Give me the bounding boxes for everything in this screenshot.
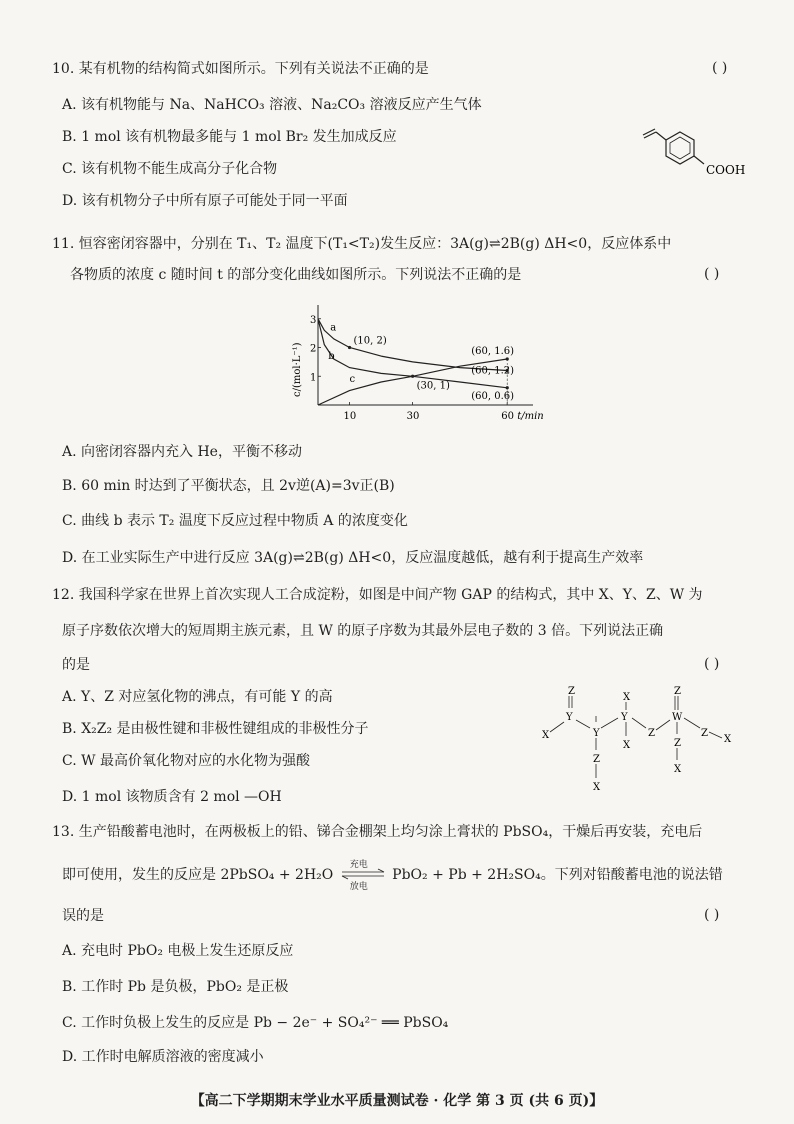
data-point — [506, 357, 509, 360]
svg-text:Y: Y — [593, 728, 600, 739]
svg-text:W: W — [672, 712, 683, 723]
q12-option-b: B. X₂Z₂ 是由极性键和非极性键组成的非极性分子 — [62, 721, 369, 737]
q10-stem: 10. 某有机物的结构简式如图所示。下列有关说法不正确的是 — [52, 61, 429, 77]
y-tick-label: 1 — [310, 372, 317, 384]
q11-answer-paren: ( ) — [704, 266, 720, 282]
series-c-label: c — [349, 374, 356, 385]
q12-stem-line2: 原子序数依次增大的短周期主族元素，且 W 的原子序数为其最外层电子数的 3 倍。下列说法正确 — [62, 623, 664, 639]
svg-text:X: X — [593, 782, 601, 793]
point-annotation: (30, 1) — [416, 380, 450, 392]
series-b-label: b — [328, 351, 335, 362]
q13-option-d: D. 工作时电解质溶液的密度减小 — [62, 1049, 264, 1065]
svg-text:Z: Z — [674, 686, 681, 697]
q10-structure-diagram — [628, 120, 758, 190]
q11-option-b: B. 60 min 时达到了平衡状态，且 2v逆(A)=3v正(B) — [62, 478, 395, 494]
q12-answer-paren: ( ) — [704, 656, 720, 672]
svg-text:X: X — [542, 730, 550, 741]
q10-answer-paren: ( ) — [712, 60, 728, 76]
q11-option-a: A. 向密闭容器内充入 He，平衡不移动 — [62, 444, 302, 460]
svg-text:X: X — [623, 740, 631, 751]
q12-option-c: C. W 最高价氧化物对应的水化物为强酸 — [62, 753, 310, 769]
svg-text:Z: Z — [648, 728, 655, 739]
svg-text:Y: Y — [621, 712, 628, 723]
svg-text:X: X — [623, 692, 631, 703]
q10-cooh-label: COOH — [706, 163, 746, 177]
q10-option-a: A. 该有机物能与 Na、NaHCO₃ 溶液、Na₂CO₃ 溶液反应产生气体 — [62, 97, 482, 113]
x-axis-label: t/min — [517, 411, 544, 422]
svg-text:Z: Z — [593, 754, 600, 765]
q10-option-c: C. 该有机物不能生成高分子化合物 — [62, 161, 278, 177]
point-annotation: (10, 2) — [353, 335, 387, 347]
y-tick-label: 3 — [310, 314, 317, 326]
svg-text:Z: Z — [674, 738, 681, 749]
x-tick-label: 30 — [406, 411, 420, 422]
svg-text:X: X — [724, 734, 732, 745]
svg-text:Z: Z — [568, 686, 575, 697]
q10-option-d: D. 该有机物分子中所有原子可能处于同一平面 — [62, 193, 348, 209]
q12-option-d: D. 1 mol 该物质含有 2 mol —OH — [62, 789, 282, 805]
q13-stem-line1: 13. 生产铅酸蓄电池时，在两极板上的铅、锑合金棚架上均匀涂上膏状的 PbSO₄，干燥后再安装，充电后 — [52, 824, 703, 840]
q13-option-a: A. 充电时 PbO₂ 电极上发生还原反应 — [62, 943, 294, 959]
svg-text:Z: Z — [701, 728, 708, 739]
q10-option-b: B. 1 mol 该有机物最多能与 1 mol Br₂ 发生加成反应 — [62, 129, 397, 145]
svg-text:Y: Y — [566, 712, 573, 723]
y-axis-label: c/(mol·L⁻¹) — [292, 342, 303, 397]
q13-equation-left: 即可使用，发生的反应是 2PbSO₄ + 2H₂O — [62, 867, 334, 883]
q11-concentration-chart — [290, 305, 544, 435]
q13-arrow-bottom-label: 放电 — [349, 882, 368, 892]
q13-reaction-arrow — [340, 860, 386, 892]
point-annotation: (60, 1.6) — [471, 346, 515, 357]
q13-answer-paren: ( ) — [704, 907, 720, 923]
q13-option-b: B. 工作时 Pb 是负极，PbO₂ 是正极 — [62, 979, 289, 995]
q12-stem-line1: 12. 我国科学家在世界上首次实现人工合成淀粉，如图是中间产物 GAP 的结构式，其中 X、Y、Z、W 为 — [52, 587, 703, 603]
q12-option-a: A. Y、Z 对应氢化物的沸点，有可能 Y 的高 — [62, 689, 333, 705]
q13-equation-right: PbO₂ + Pb + 2H₂SO₄。下列对铅酸蓄电池的说法错 — [392, 867, 723, 883]
q11-option-d: D. 在工业实际生产中进行反应 3A(g)⇌2B(g) ΔH<0，反应温度越低，越有利于提高生产效率 — [62, 550, 644, 566]
y-tick-label: 2 — [310, 343, 317, 355]
q11-stem-line1: 11. 恒容密闭容器中，分别在 T₁、T₂ 温度下(T₁<T₂)发生反应：3A(g)⇌2B(g) ΔH<0，反应体系中 — [52, 236, 672, 252]
data-point — [506, 386, 509, 389]
q13-option-c: C. 工作时负极上发生的反应是 Pb − 2e⁻ + SO₄²⁻ ══ PbSO₄ — [62, 1015, 449, 1031]
series-a-label: a — [330, 322, 337, 334]
q13-stem-line2 — [62, 860, 723, 892]
q12-stem-line3: 的是 — [62, 657, 90, 673]
q11-option-c: C. 曲线 b 表示 T₂ 温度下反应过程中物质 A 的浓度变化 — [62, 513, 408, 529]
data-point — [411, 375, 414, 378]
x-tick-label: 60 — [501, 411, 514, 422]
q11-stem-line2: 各物质的浓度 c 随时间 t 的部分变化曲线如图所示。下列说法不正确的是 — [70, 267, 522, 283]
q12-gap-structure-diagram — [538, 686, 748, 796]
svg-text:X: X — [674, 764, 682, 775]
x-tick-label: 10 — [343, 411, 357, 422]
point-annotation: (60, 1.2) — [471, 365, 515, 377]
q13-arrow-top-label: 充电 — [349, 860, 368, 870]
page-footer: 【高二下学期期末学业水平质量测试卷 · 化学 第 3 页 (共 6 页)】 — [190, 1093, 604, 1109]
point-annotation: (60, 0.6) — [471, 390, 515, 402]
data-point — [348, 346, 351, 349]
q13-stem-line3: 误的是 — [62, 908, 104, 924]
